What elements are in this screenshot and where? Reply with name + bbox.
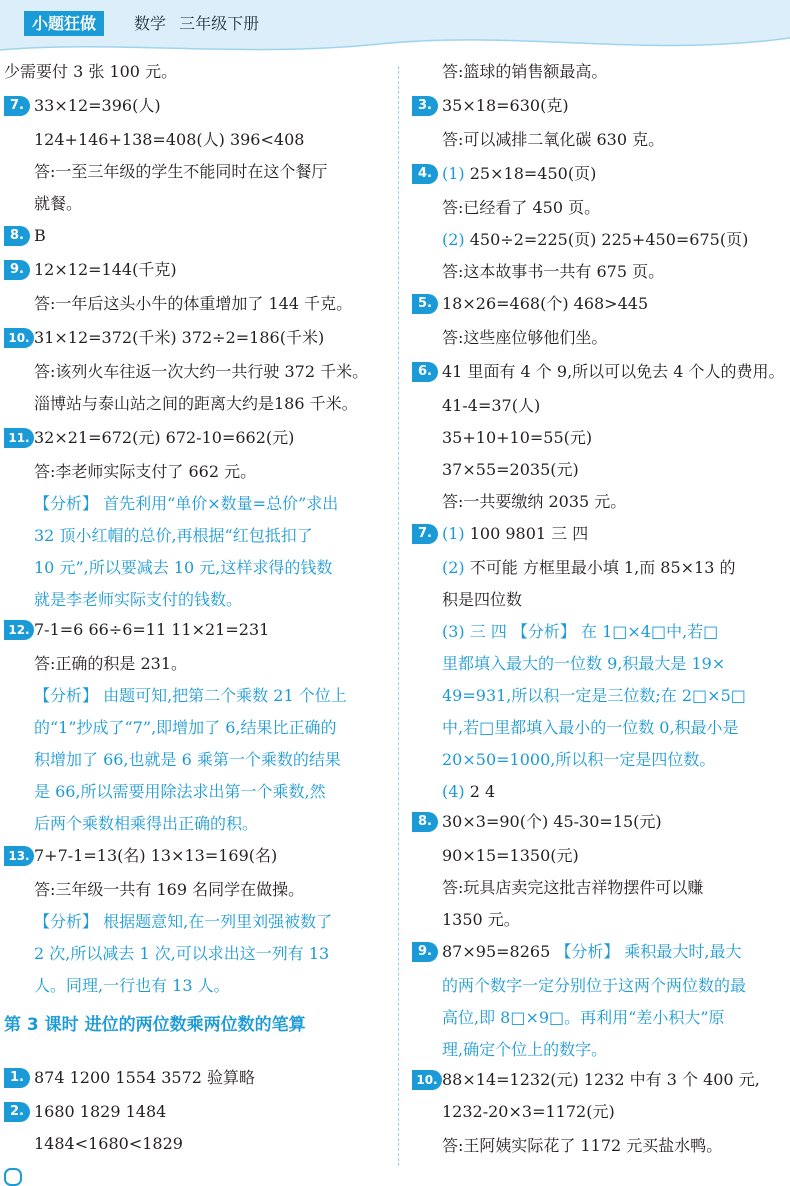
problem-line [412, 812, 662, 832]
problem-number-badge: 7. [4, 96, 30, 116]
line-text: 32×21=672(元) 672-10=662(元) [34, 428, 295, 447]
header-wave-decoration [0, 0, 790, 58]
analysis-line [34, 494, 338, 514]
line-text: 答:玩具店卖完这批吉祥物摆件可以赚 [442, 878, 704, 897]
line-text: 20×50=1000,所以积一定是四位数。 [442, 750, 716, 769]
line-text: 1350 元。 [442, 910, 520, 929]
sub-question-label: (2) [442, 558, 470, 577]
analysis-inline: 【分析】 乘积最大时,最大 [550, 942, 742, 961]
problem-line [412, 96, 569, 116]
answer-line [34, 162, 327, 182]
analysis-line [442, 686, 746, 706]
line-text: 90×15=1350(元) [442, 846, 579, 865]
line-text: 里都填入最大的一位数 9,积最大是 19× [442, 654, 726, 673]
line-text: 32 顶小红帽的总价,再根据“红包抵扣了 [34, 526, 313, 545]
line-text: 【分析】 首先利用“单价×数量=总价”求出 [34, 494, 339, 513]
analysis-line [34, 750, 341, 770]
line-text: 31×12=372(千米) 372÷2=186(千米) [34, 328, 325, 347]
problem-number-badge: 9. [412, 942, 438, 962]
analysis-line [34, 558, 332, 578]
line-text: (3) 三 四 【分析】 在 1□×4□中,若□ [442, 622, 719, 641]
answer-line [34, 362, 368, 382]
answer-line [442, 782, 495, 802]
line-text: 高位,即 8□×9□。再利用“差小积大”原 [442, 1008, 725, 1027]
analysis-line [34, 782, 326, 802]
problem-number-badge: 9. [4, 260, 30, 280]
problem-number-badge: 8. [412, 812, 438, 832]
answer-line [442, 230, 748, 250]
analysis-line [34, 944, 329, 964]
problem-line [412, 942, 742, 962]
problem-number-badge: 11. [4, 428, 34, 448]
problem-line [4, 1102, 166, 1122]
line-text: 1484<1680<1829 [34, 1134, 183, 1153]
page-header [0, 0, 790, 58]
column-divider [398, 66, 399, 1166]
line-text: 答:一共要缴纳 2035 元。 [442, 492, 627, 511]
line-text: 答:一至三年级的学生不能同时在这个餐厅 [34, 162, 328, 181]
answer-line [442, 262, 664, 282]
line-text: 【分析】 由题可知,把第二个乘数 21 个位上 [34, 686, 347, 705]
line-text: 35+10+10=55(元) [442, 428, 593, 447]
line-text: 37×55=2035(元) [442, 460, 579, 479]
problem-line [4, 96, 161, 116]
line-text: 答:篮球的销售额最高。 [442, 62, 608, 81]
line-text: 【分析】 根据题意知,在一列里刘强被数了 [34, 912, 333, 931]
answer-line [442, 878, 703, 898]
answer-line [442, 1136, 722, 1156]
problem-number-badge: 7. [412, 524, 438, 544]
problem-number-badge: 10. [4, 328, 34, 348]
problem-number-badge: 6. [412, 362, 438, 382]
page-corner-mark [4, 1168, 22, 1186]
line-text: 少需要付 3 张 100 元。 [4, 62, 178, 81]
analysis-line [442, 1008, 725, 1028]
line-text: 7-1=6 66÷6=11 11×21=231 [34, 620, 270, 639]
answer-line [442, 846, 579, 866]
analysis-line [34, 526, 313, 546]
line-text: 100 9801 三 四 [469, 524, 589, 543]
problem-line [412, 362, 785, 382]
line-text: 7+7-1=13(名) 13×13=169(名) [34, 846, 278, 865]
answer-line [442, 62, 607, 82]
answer-line [442, 492, 626, 512]
analysis-line [442, 622, 718, 642]
answer-line [442, 428, 592, 448]
line-text: 2 4 [469, 782, 496, 801]
answer-line [34, 654, 187, 674]
problem-number-badge: 5. [412, 294, 438, 314]
brand-label: 小题狂做 [24, 11, 104, 36]
analysis-line [34, 686, 347, 706]
line-text: 答:三年级一共有 169 名同学在做操。 [34, 880, 305, 899]
problem-line [4, 428, 294, 448]
line-text: 答:这本故事书一共有 675 页。 [442, 262, 665, 281]
problem-number-badge: 4. [412, 164, 438, 184]
line-text: 的两个数字一定分别位于这两个两位数的最 [442, 976, 747, 995]
line-text: 18×26=468(个) 468>445 [442, 294, 649, 313]
problem-number-badge: 2. [4, 1102, 30, 1122]
line-text: 后两个乘数相乘得出正确的积。 [34, 814, 259, 833]
line-text: 450÷2=225(页) 225+450=675(页) [469, 230, 749, 249]
line-text: 88×14=1232(元) 1232 中有 3 个 400 元, [442, 1070, 760, 1089]
line-text: 积增加了 66,也就是 6 乘第一个乘数的结果 [34, 750, 341, 769]
answer-line [442, 590, 522, 610]
answer-line [34, 194, 82, 214]
answer-line [442, 396, 540, 416]
line-text: 12×12=144(千克) [34, 260, 177, 279]
answer-line [442, 910, 520, 930]
problem-line [4, 328, 324, 348]
problem-number-badge: 13. [4, 846, 34, 866]
line-text: 答:李老师实际支付了 662 元。 [34, 462, 257, 481]
line-text: 答:一年后这头小牛的体重增加了 144 千克。 [34, 294, 353, 313]
line-text: 就餐。 [34, 194, 83, 213]
problem-line [412, 524, 588, 544]
analysis-line [34, 814, 258, 834]
problem-number-badge: 10. [412, 1070, 442, 1090]
line-text: 的“1”抄成了“7”,即增加了 6,结果比正确的 [34, 718, 337, 737]
answer-line [34, 1134, 183, 1154]
line-text: 人。同理,一行也有 13 人。 [34, 976, 230, 995]
line-text: 49=931,所以积一定是三位数;在 2□×5□ [442, 686, 746, 705]
line-text: 答:已经看了 450 页。 [442, 198, 601, 217]
answer-line [442, 558, 736, 578]
analysis-line [34, 718, 337, 738]
line-text: 124+146+138=408(人) 396<408 [34, 130, 305, 149]
analysis-line [34, 912, 332, 932]
line-text: 35×18=630(克) [442, 96, 569, 115]
line-text: B [34, 226, 46, 245]
line-text: 答:正确的积是 231。 [34, 654, 188, 673]
line-text: 874 1200 1554 3572 验算略 [34, 1068, 256, 1087]
answer-line [34, 462, 256, 482]
line-text: 中,若□里都填入最小的一位数 0,积最小是 [442, 718, 739, 737]
problem-line [412, 164, 596, 184]
answer-line [34, 880, 304, 900]
line-text: 答:可以减排二氧化碳 630 克。 [442, 130, 665, 149]
line-text: 1680 1829 1484 [34, 1102, 167, 1121]
problem-line [4, 1068, 255, 1088]
line-text: 87×95=8265 [442, 942, 551, 961]
line-text: 是 66,所以需要用除法求出第一个乘数,然 [34, 782, 326, 801]
answer-line [34, 130, 304, 150]
line-text: 答:该列火车往返一次大约一共行驶 372 千米。 [34, 362, 369, 381]
line-text: 10 元”,所以要减去 10 元,这样求得的钱数 [34, 558, 333, 577]
analysis-line [442, 654, 725, 674]
problem-number-badge: 3. [412, 96, 438, 116]
sub-question-label: (4) [442, 782, 470, 801]
analysis-line [442, 1040, 607, 1060]
answer-line [442, 198, 600, 218]
answer-line [34, 294, 352, 314]
problem-line [4, 846, 277, 866]
problem-line [4, 226, 46, 246]
problem-line [4, 260, 177, 280]
line-text: 不可能 方框里最小填 1,而 85×13 的 [469, 558, 736, 577]
answer-line [442, 1102, 615, 1122]
sub-question-label: (2) [442, 230, 470, 249]
section-title: 第 3 课时 进位的两位数乘两位数的笔算 [4, 1015, 306, 1035]
line-text: 淄博站与泰山站之间的距离大约是186 千米。 [34, 394, 358, 413]
line-text: 2 次,所以减去 1 次,可以求出这一列有 13 [34, 944, 330, 963]
sub-question-label: (1) [442, 524, 470, 543]
analysis-line [442, 750, 715, 770]
problem-line [412, 1070, 760, 1090]
problem-number-badge: 1. [4, 1068, 30, 1088]
answer-line [4, 62, 177, 82]
line-text: 1232-20×3=1172(元) [442, 1102, 615, 1121]
line-text: 答:这些座位够他们坐。 [442, 328, 608, 347]
line-text: 41 里面有 4 个 9,所以可以免去 4 个人的费用。 [442, 362, 785, 381]
line-text: 30×3=90(个) 45-30=15(元) [442, 812, 662, 831]
line-text: 33×12=396(人) [34, 96, 161, 115]
problem-line [4, 620, 269, 640]
problem-number-badge: 8. [4, 226, 30, 246]
line-text: 理,确定个位上的数字。 [442, 1040, 608, 1059]
line-text: 41-4=37(人) [442, 396, 541, 415]
problem-number-badge: 12. [4, 620, 34, 640]
analysis-line [442, 718, 739, 738]
line-text: 积是四位数 [442, 590, 523, 609]
analysis-line [34, 590, 242, 610]
answer-line [442, 460, 579, 480]
problem-line [412, 294, 648, 314]
line-text: 答:王阿姨实际花了 1172 元买盐水鸭。 [442, 1136, 723, 1155]
analysis-line [34, 976, 230, 996]
analysis-line [442, 976, 746, 996]
answer-line [442, 328, 607, 348]
line-text: 25×18=450(页) [469, 164, 597, 183]
subject-label: 数学 三年级下册 [134, 14, 260, 33]
answer-line [34, 394, 358, 414]
line-text: 就是李老师实际支付的钱数。 [34, 590, 243, 609]
answer-line [442, 130, 664, 150]
sub-question-label: (1) [442, 164, 470, 183]
